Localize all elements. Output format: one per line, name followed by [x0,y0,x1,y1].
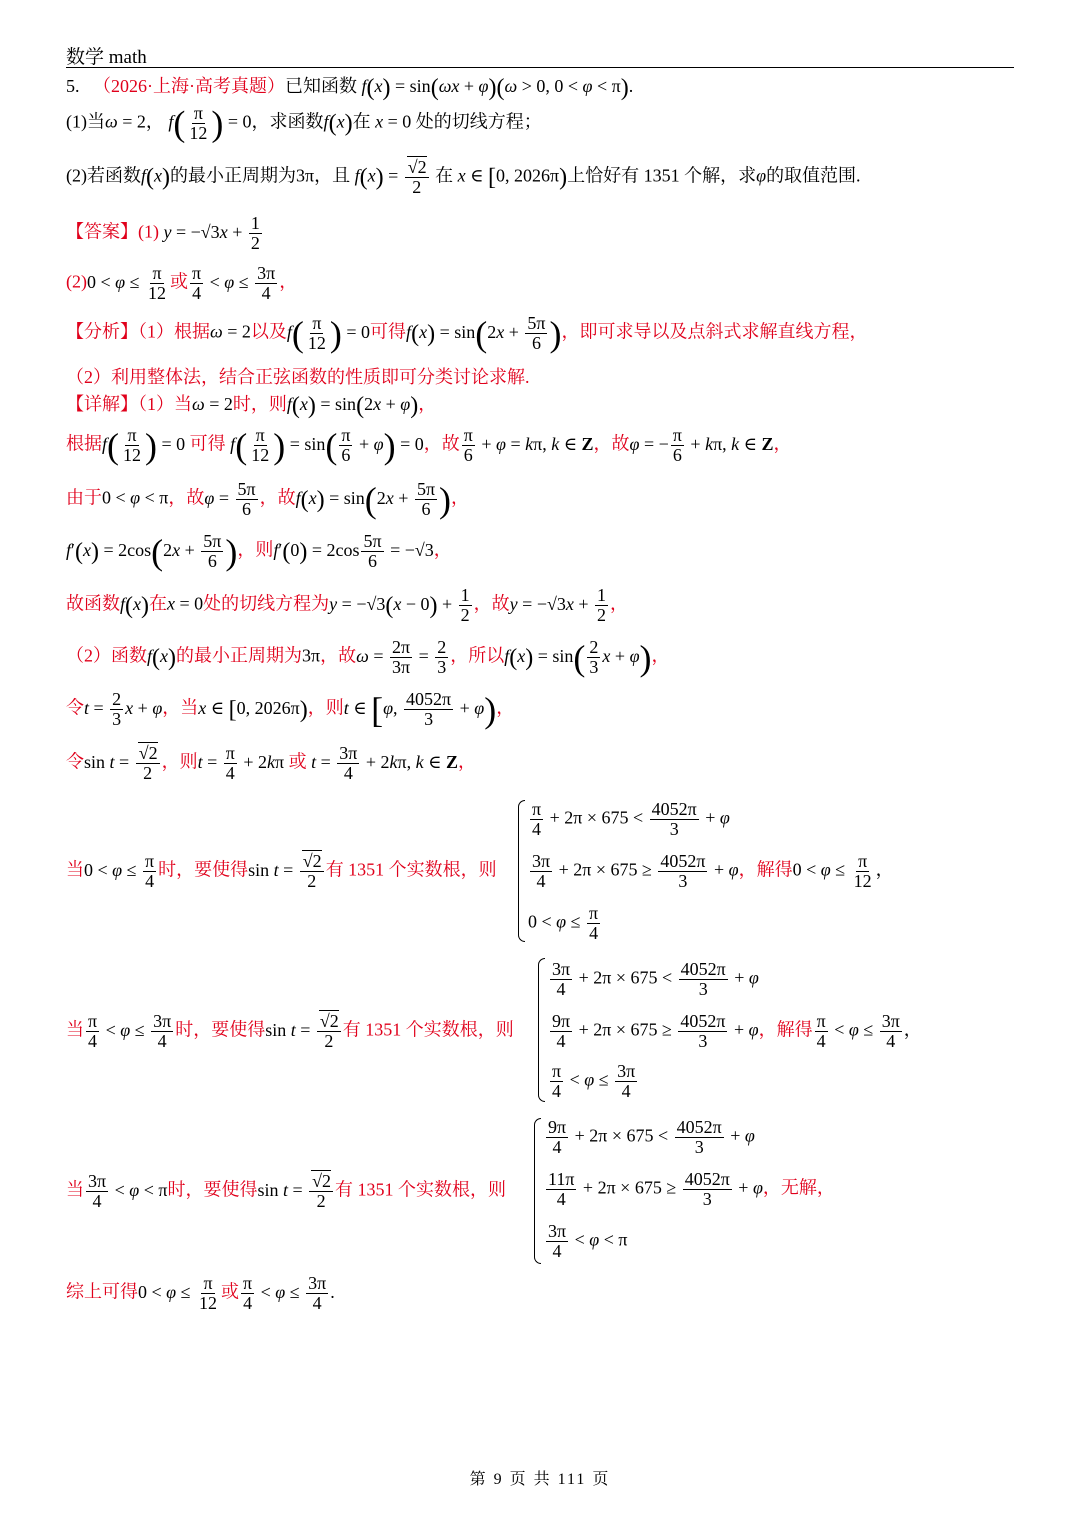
case3-brace [534,1118,541,1264]
case3-line: 当 $\frac{3\pi}{4}$ < φ < π时，要使得sin t = $\frac{√2}{2}$ 有 1351 个实数根，则 [66,1171,507,1211]
detail-line4: f′(x) = 2cos(2x + $\frac{5\pi}{6}$ )，则f′(0) = 2cos $\frac{5\pi}{6}$ = −√3， [66,531,452,572]
case2-ineq3: $\frac{\pi}{4}$ < φ ≤ $\frac{3\pi}{4}$ [552,1061,636,1101]
analysis-line2: （2）利用整体法，结合正弦函数的性质即可分类讨论求解. [66,367,530,387]
analysis-line1: 【分析】（1）根据ω = 2以及f( $\frac{\pi}{12}$ ) = 0可得f(x) = sin(2x + $\frac{5\pi}{6}$ )，即可求导以及点斜式求解直线方程， [66,313,868,354]
case2-ineq1: $\frac{3\pi}{4}$ + 2π × 675 < $\frac{4052\pi}{3}$ + φ [552,959,759,999]
problem-stem: 5. （2026·上海·高考真题）已知函数 f(x) = sin(ωx + φ)(ω > 0, 0 < φ < π). [66,75,634,101]
case1-ineq1: $\frac{\pi}{4}$ + 2π × 675 < $\frac{4052\pi}{3}$ + φ [532,799,730,839]
case2-brace [538,958,545,1102]
detail-line8: 令sin t = $\frac{√2}{2}$ ，则t = $\frac{\pi}{4}$ + 2kπ 或 t = $\frac{3\pi}{4}$ + 2kπ, k ∈ Z， [66,743,476,783]
case3-ineq2: $\frac{11\pi}{4}$ + 2π × 675 ≥ $\frac{4052\pi}{3}$ + φ，无解， [548,1169,835,1209]
detail-line3: 由于0 < φ < π，故φ = $\frac{5\pi}{6}$ ，故f(x) = sin(2x + $\frac{5\pi}{6}$ )， [66,479,470,520]
answer-part1: 【答案】(1) y = −√3x + $\frac{1}{2}$ [66,213,260,253]
case1-line: 当0 < φ ≤ $\frac{\pi}{4}$ 时，要使得sin t = $\frac{√2}{2}$ 有 1351 个实数根，则 [66,851,497,891]
case3-ineq1: $\frac{9\pi}{4}$ + 2π × 675 < $\frac{4052\pi}{3}$ + φ [548,1117,755,1157]
detail-line6: （2）函数f(x)的最小正周期为3π，故ω = $\frac{2\pi}{3\pi}$ = $\frac{2}{3}$ ，所以f(x) = sin( $\frac{2}{3}$ x + φ)， [66,637,670,678]
detail-line2: 根据f( $\frac{\pi}{12}$ ) = 0 可得 f( $\frac{\pi}{12}$ ) = sin( $\frac{\pi}{6}$ + φ) = 0，故 $\frac{\pi}{6}$ + φ = kπ, k ∈ Z，故φ = − $\frac{\pi}{6}$ + kπ, k ∈ Z， [66,425,792,466]
header-subject: 数学 math [66,47,147,68]
conclusion: 综上可得0 < φ ≤ $\frac{\pi}{12}$ 或 $\frac{\pi}{4}$ < φ ≤ $\frac{3\pi}{4}$ . [66,1273,335,1313]
detail-line7: 令t = $\frac{2}{3}$ x + φ，当x ∈ [0, 2026π)，则t ∈ [φ, $\frac{4052\pi}{3}$ + φ)， [66,689,515,730]
problem-part2: (2)若函数f(x)的最小正周期为3π，且 f(x) = $\frac{√2}{2}$ 在 x ∈ [0, 2026π)上恰好有 1351 个解，求φ的取值范围. [66,157,861,197]
case1-ineq2: $\frac{3\pi}{4}$ + 2π × 675 ≥ $\frac{4052\pi}{3}$ + φ，解得0 < φ ≤ $\frac{\pi}{12}$ ， [532,851,894,891]
header-rule [66,67,1014,68]
answer-part2: (2)0 < φ ≤ $\frac{\pi}{12}$ 或 $\frac{\pi}{4}$ < φ ≤ $\frac{3\pi}{4}$ ， [66,263,298,303]
detail-line1: 【详解】（1）当ω = 2时，则f(x) = sin(2x + φ)， [66,393,437,419]
case1-brace [518,800,525,942]
problem-part1: (1)当ω = 2， f( $\frac{\pi}{12}$ ) = 0，求函数f(x)在 x = 0 处的切线方程； [66,103,542,144]
case1-ineq3: 0 < φ ≤ $\frac{\pi}{4}$ [528,903,599,943]
case3-ineq3: $\frac{3\pi}{4}$ < φ < π [548,1221,628,1261]
case2-ineq2: $\frac{9\pi}{4}$ + 2π × 675 ≥ $\frac{4052\pi}{3}$ + φ，解得 $\frac{\pi}{4}$ < φ ≤ $\frac{3\pi}{4}$ ， [552,1011,922,1051]
detail-line5: 故函数f(x)在x = 0处的切线方程为y = −√3(x − 0) + $\frac{1}{2}$ ，故y = −√3x + $\frac{1}{2}$ ， [66,585,629,625]
case2-line: 当 $\frac{\pi}{4}$ < φ ≤ $\frac{3\pi}{4}$ 时，要使得sin t = $\frac{√2}{2}$ 有 1351 个实数根，则 [66,1011,514,1051]
page-footer: 第 9 页 共 111 页 [469,1471,611,1488]
